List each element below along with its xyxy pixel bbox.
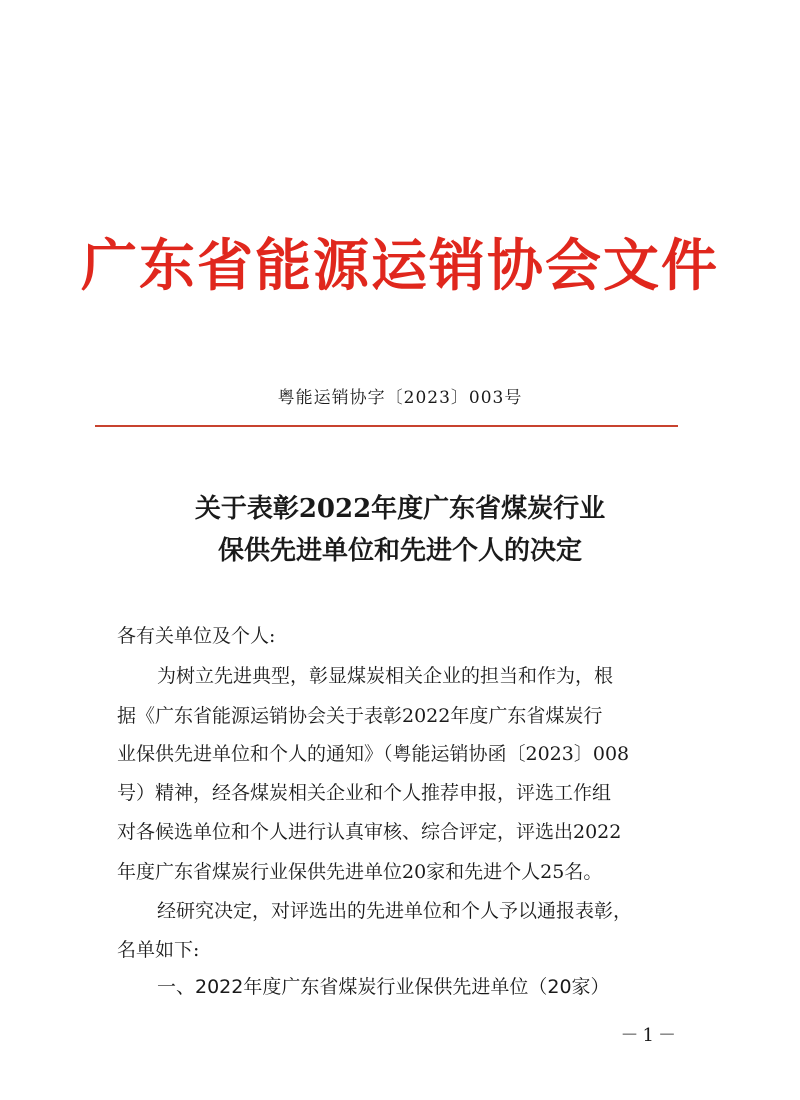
document-title-line-2: 保供先进单位和先进个人的决定 — [217, 536, 582, 566]
page-number: －1－ — [620, 1025, 680, 1046]
salutation: 各有关单位及个人: — [117, 625, 276, 647]
section-heading: 一、2022年度广东省煤炭行业保供先进单位（20家） — [157, 976, 610, 998]
body-line: 对各候选单位和个人进行认真审核、综合评定，评选出2022 — [117, 821, 622, 843]
body-line: 据《广东省能源运销协会关于表彰2022年度广东省煤炭行 — [117, 705, 603, 727]
masthead-title: 广东省能源运销协会文件 — [81, 234, 719, 299]
body-line: 号）精神，经各煤炭相关企业和个人推荐申报，评选工作组 — [117, 782, 612, 804]
body-line: 年度广东省煤炭行业保供先进单位20家和先进个人25名。 — [117, 861, 603, 883]
body-line: 业保供先进单位和个人的通知》（粤能运销协函〔2023〕008 — [117, 743, 630, 765]
document-title-line-1: 关于表彰2022年度广东省煤炭行业 — [194, 494, 606, 524]
body-line: 名单如下: — [117, 939, 200, 961]
red-divider-line — [95, 425, 678, 427]
document-number: 粤能运销协字〔2023〕003号 — [277, 388, 523, 408]
body-line: 为树立先进典型，彰显煤炭相关企业的担当和作为，根 — [157, 665, 614, 687]
body-line: 经研究决定，对评选出的先进单位和个人予以通报表彰， — [157, 900, 633, 922]
